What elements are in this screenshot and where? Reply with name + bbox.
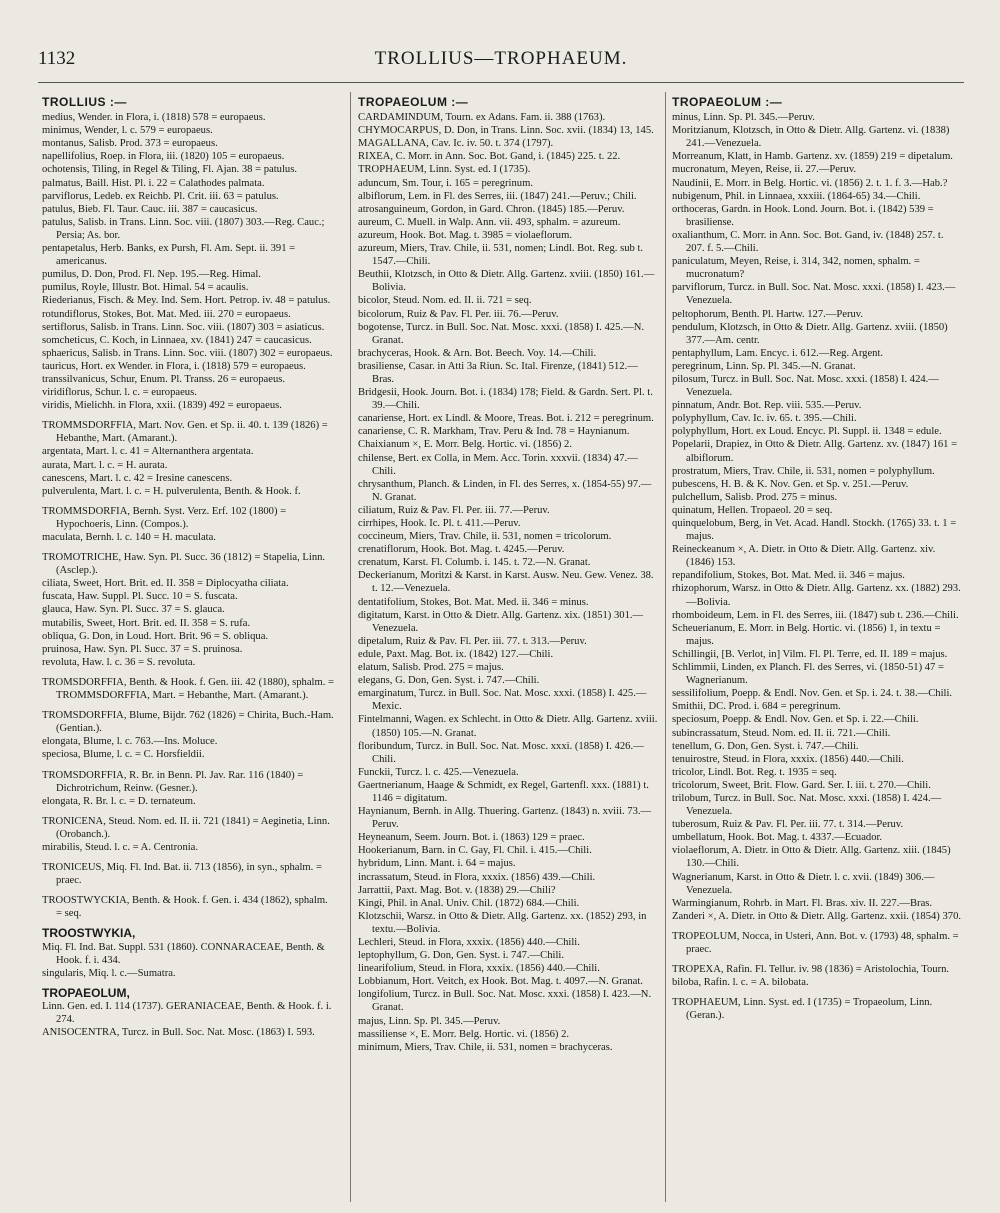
entry-line: canariense, C. R. Markham, Trav. Peru & Ind. 78 = Haynianum.	[358, 426, 630, 438]
entry-line: orthoceras, Gardn. in Hook. Lond. Journ. Bot. i. (1842) 539 = brasiliense.	[672, 203, 934, 228]
entry-line: pumilus, D. Don, Prod. Fl. Nep. 195.—Reg. Himal.	[42, 269, 261, 281]
entry-line: Kingi, Phil. in Anal. Univ. Chil. (1872) 684.—Chili.	[358, 897, 580, 909]
entry-block	[42, 551, 334, 669]
genus-heading: TROOSTWYKIA,	[42, 926, 136, 941]
entry-line: linearifolium, Steud. in Flora, xxxix. (1856) 440.—Chili.	[358, 963, 600, 975]
entry-line: Heyneanum, Seem. Journ. Bot. i. (1863) 129 = praec.	[358, 832, 585, 844]
entry-line: parviflorus, Ledeb. ex Reichb. Pl. Crit. iii. 63 = patulus.	[42, 190, 279, 202]
entry-line: tenellum, G. Don, Gen. Syst. i. 747.—Chili.	[672, 740, 859, 752]
entry-line: nubigenum, Phil. in Linnaea, xxxiii. (1864-65) 34.—Chili.	[672, 190, 921, 202]
column-3	[672, 92, 964, 1202]
entry-line: pubescens, H. B. & K. Nov. Gen. et Sp. v. 251.—Peruv.	[672, 478, 909, 490]
entry-block	[42, 815, 334, 854]
entry-block	[42, 709, 334, 761]
entry-line: pulchellum, Salisb. Prod. 275 = minus.	[672, 491, 838, 503]
entry-line: albiflorum, Lem. in Fl. des Serres, iii. (1847) 241.—Peruv.; Chili.	[358, 190, 637, 202]
entry-line: CARDAMINDUM, Tourn. ex Adans. Fam. ii. 388 (1763).	[358, 112, 606, 124]
column-divider	[665, 92, 666, 1202]
entry-block	[42, 987, 334, 1039]
entry-line: tricolorum, Sweet, Brit. Flow. Gard. Ser. I. iii. t. 270.—Chili.	[672, 779, 931, 791]
entry-line: polyphyllum, Cav. Ic. iv. 65. t. 395.—Chili.	[672, 413, 857, 425]
entry-line: Deckerianum, Moritzi & Karst. in Karst. Ausw. Neu. Gew. Venez. 38. t. 12.—Venezuela.	[358, 570, 654, 595]
entry-block	[672, 996, 964, 1022]
entry-line: brachyceras, Hook. & Arn. Bot. Beech. Voy. 14.—Chili.	[358, 347, 597, 359]
entry-line: Zanderi ×, A. Dietr. in Otto & Dietr. Allg. Gartenz. xxii. (1854) 370.	[672, 910, 962, 922]
entry-line: minus, Linn. Sp. Pl. 345.—Peruv.	[672, 112, 815, 124]
entry-line: Schlimmii, Linden, ex Planch. Fl. des Serres, vi. (1850-51) 47 = Wagnerianum.	[672, 662, 944, 687]
genus-heading: TROLLIUS :—	[42, 95, 127, 109]
page-header	[38, 46, 964, 83]
entry-line: TROPEXA, Rafin. Fl. Tellur. iv. 98 (1836) = Aristolochia, Tourn.	[672, 964, 950, 976]
entry-line: TRONICEUS, Miq. Fl. Ind. Bat. ii. 713 (1856), in syn., sphalm. = praec.	[42, 862, 322, 887]
entry-line: Warmingianum, Rohrb. in Mart. Fl. Bras. xiv. II. 227.—Bras.	[672, 897, 933, 909]
entry-line: cirrhipes, Hook. Ic. Pl. t. 411.—Peruv.	[358, 518, 521, 529]
entry-line: elongata, Blume, l. c. 763.—Ins. Moluce.	[42, 736, 218, 748]
entry-line: leptophyllum, G. Don, Gen. Syst. i. 747.—Chili.	[358, 950, 564, 962]
entry-block	[42, 894, 334, 920]
entry-line: Reineckeanum ×, A. Dietr. in Otto & Dietr. Allg. Gartenz. xiv. (1846) 153.	[672, 544, 936, 569]
entry-line: coccineum, Miers, Trav. Chile, ii. 531, nomen = tricolorum.	[358, 531, 612, 543]
entry-line: mirabilis, Steud. l. c. = A. Centronia.	[42, 841, 199, 853]
entry-line: Haynianum, Bernh. in Allg. Thuering. Gartenz. (1843) n. xviii. 73.—Peruv.	[358, 806, 652, 831]
entry-line: Gaertnerianum, Haage & Schmidt, ex Regel, Gartenfl. xxx. (1881) t. 1146 = digitatum.	[358, 779, 649, 804]
entry-line: crenatum, Karst. Fl. Columb. i. 145. t. 72.—N. Granat.	[358, 557, 591, 569]
entry-line: pruinosa, Haw. Syn. Pl. Succ. 37 = S. pruinosa.	[42, 643, 243, 655]
entry-line: RIXEA, C. Morr. in Ann. Soc. Bot. Gand, i. (1845) 225. t. 22.	[358, 151, 621, 163]
entry-line: chrysanthum, Planch. & Linden, in Fl. des Serres, x. (1854-55) 97.—N. Granat.	[358, 478, 652, 503]
entry-line: canariense, Hort. ex Lindl. & Moore, Treas. Bot. i. 212 = peregrinum.	[358, 413, 654, 425]
entry-line: rhomboideum, Lem. in Fl. des Serres, iii. (1847) sub t. 236.—Chili.	[672, 609, 959, 621]
entry-line: trilobum, Turcz. in Bull. Soc. Nat. Mosc. xxxi. (1858) I. 424.—Venezuela.	[672, 792, 942, 818]
entry-line: fuscata, Haw. Suppl. Pl. Succ. 10 = S. fuscata.	[42, 591, 238, 603]
entry-line: oxalianthum, C. Morr. in Ann. Soc. Bot. Gand, iv. (1848) 257. t. 207. f. 5.—Chili.	[672, 229, 944, 255]
entry-line: quinquelobum, Berg, in Vet. Acad. Handl. Stockh. (1765) 33. t. 1 = majus.	[672, 518, 957, 543]
entry-line: Bridgesii, Hook. Journ. Bot. i. (1834) 178; Field. & Gardn. Sert. Pl. t. 39.—Chili.	[358, 387, 653, 412]
column-divider	[350, 92, 351, 1202]
entry-line: edule, Paxt. Mag. Bot. ix. (1842) 127.—Chili.	[358, 648, 554, 660]
genus-section	[358, 96, 658, 1054]
entry-line: TRONICENA, Steud. Nom. ed. II. ii. 721 (1841) = Aeginetia, Linn. (Orobanch.).	[42, 815, 330, 840]
entry-line: pulverulenta, Mart. l. c. = H. pulverulenta, Benth. & Hook. f.	[42, 485, 301, 497]
entry-line: Chaixianum ×, E. Morr. Belg. Hortic. vi. (1856) 2.	[358, 439, 572, 451]
entry-line: Popelarii, Drapiez, in Otto & Dietr. Allg. Gartenz. xv. (1847) 161 = albiflorum.	[672, 439, 958, 464]
entry-line: violaeflorum, A. Dietr. in Otto & Dietr. Allg. Gartenz. xiii. (1845) 130.—Chili.	[672, 845, 951, 870]
entry-line: bicolorum, Ruiz & Pav. Fl. Per. iii. 76.—Peruv.	[358, 308, 559, 320]
entry-line: dipetalum, Ruiz & Pav. Fl. Per. iii. 77. t. 313.—Peruv.	[358, 635, 587, 647]
entry-line: ochotensis, Tiling, in Regel & Tiling, Fl. Ajan. 38 = patulus.	[42, 164, 297, 176]
entry-line: umbellatum, Hook. Bot. Mag. t. 4337.—Ecuador.	[672, 832, 883, 844]
entry-line: Miq. Fl. Ind. Bat. Suppl. 531 (1860). CONNARACEAE, Benth. & Hook. f. i. 434.	[42, 941, 325, 966]
entry-line: argentata, Mart. l. c. 41 = Alternanthera argentata.	[42, 446, 254, 458]
entry-line: Smithii, DC. Prod. i. 684 = peregrinum.	[672, 701, 841, 713]
entry-line: biloba, Rafin. l. c. = A. bilobata.	[672, 977, 809, 989]
entry-line: elegans, G. Don, Gen. Syst. i. 747.—Chili.	[358, 675, 540, 687]
entry-line: azureum, Hook. Bot. Mag. t. 3985 = violaeflorum.	[358, 229, 572, 241]
entry-line: elatum, Salisb. Prod. 275 = majus.	[358, 662, 504, 674]
entry-line: TROMSDORFFIA, Benth. & Hook. f. Gen. iii. 42 (1880), sphalm. = TROMMSDORFFIA, Mart. = Hebanthe, Mart. (Amarant.).	[42, 676, 334, 702]
entry-line: sertiflorus, Salisb. in Trans. Linn. Soc. viii. (1807) 303 = asiaticus.	[42, 321, 325, 333]
entry-line: TROMMSDORFFIA, Mart. Nov. Gen. et Sp. ii. 40. t. 139 (1826) = Hebanthe, Mart. (Amarant.).	[42, 420, 328, 445]
entry-block	[42, 419, 334, 498]
entry-line: Riederianus, Fisch. & Mey. Ind. Sem. Hort. Petrop. iv. 48 = patulus.	[42, 295, 331, 307]
entry-line: Lobbianum, Hort. Veitch, ex Hook. Bot. Mag. t. 4097.—N. Granat.	[358, 976, 643, 988]
entry-line: prostratum, Miers, Trav. Chile, ii. 531, nomen = polyphyllum.	[672, 465, 935, 477]
column-2	[358, 92, 658, 1202]
genus-heading: TROPAEOLUM :—	[672, 95, 783, 109]
entry-line: brasiliense, Casar. in Atti 3a Riun. Sc. Ital. Firenze, (1841) 512.—Bras.	[358, 360, 638, 385]
entry-line: somcheticus, C. Koch, in Linnaea, xv. (1841) 247 = caucasicus.	[42, 334, 312, 346]
entry-line: singularis, Miq. l. c.—Sumatra.	[42, 967, 176, 979]
entry-line: pentapetalus, Herb. Banks, ex Pursh, Fl. Am. Sept. ii. 391 = americanus.	[42, 243, 296, 268]
entry-block	[672, 963, 964, 989]
entry-line: bicolor, Steud. Nom. ed. II. ii. 721 = seq.	[358, 295, 532, 307]
entry-line: ciliata, Sweet, Hort. Brit. ed. II. 358 = Diplocyatha ciliata.	[42, 578, 289, 590]
entry-line: canescens, Mart. l. c. 42 = Iresine canescens.	[42, 472, 233, 484]
genus-heading: TROPAEOLUM :—	[358, 95, 469, 109]
entry-line: emarginatum, Turcz. in Bull. Soc. Nat. Mosc. xxxi. (1858) I. 425.—Mexic.	[358, 688, 647, 713]
entry-line: TROMOTRICHE, Haw. Syn. Pl. Succ. 36 (1812) = Stapelia, Linn. (Asclep.).	[42, 552, 326, 577]
entry-line: viridiflorus, Schur. l. c. = europaeus.	[42, 387, 197, 399]
entry-line: polyphyllum, Hort. ex Loud. Encyc. Pl. Suppl. ii. 1348 = edule.	[672, 426, 942, 438]
entry-line: tuberosum, Ruiz & Pav. Fl. Per. iii. 77. t. 314.—Peruv.	[672, 819, 904, 831]
entry-line: tricolor, Lindl. Bot. Reg. t. 1935 = seq.	[672, 766, 837, 778]
entry-line: TROPHAEUM, Linn. Syst. ed. I (1735) = Tropaeolum, Linn. (Geran.).	[672, 997, 933, 1022]
entry-line: glauca, Haw. Syn. Pl. Succ. 37 = S. glauca.	[42, 604, 225, 616]
column-1	[42, 92, 334, 1202]
entry-line: atrosanguineum, Gordon, in Gard. Chron. (1845) 185.—Peruv.	[358, 203, 625, 215]
entry-line: tauricus, Hort. ex Wender. in Flora, i. (1818) 579 = europaeus.	[42, 360, 306, 372]
entry-line: pumilus, Royle, Illustr. Bot. Himal. 54 = acaulis.	[42, 282, 249, 294]
entry-line: mutabilis, Sweet, Hort. Brit. ed. II. 358 = S. rufa.	[42, 617, 251, 629]
entry-line: repandifolium, Stokes, Bot. Mat. Med. ii. 346 = majus.	[672, 570, 905, 582]
entry-line: majus, Linn. Sp. Pl. 345.—Peruv.	[358, 1015, 501, 1027]
entry-line: TROOSTWYCKIA, Benth. & Hook. f. Gen. i. 434 (1862), sphalm. = seq.	[42, 895, 328, 920]
entry-line: pendulum, Klotzsch, in Otto & Dietr. Allg. Gartenz. xviii. (1850) 377.—Am. centr.	[672, 321, 948, 346]
entry-line: aureum, C. Muell. in Walp. Ann. vii. 493, sphalm. = azureum.	[358, 216, 621, 228]
entry-line: patulus, Bieb. Fl. Taur. Cauc. iii. 387 = caucasicus.	[42, 203, 258, 215]
entry-line: Fintelmanni, Wagen. ex Schlecht. in Otto & Dietr. Allg. Gartenz. xviii. (1850) 105.—N. Granat.	[358, 714, 658, 739]
entry-line: Morreanum, Klatt, in Hamb. Gartenz. xv. (1859) 219 = dipetalum.	[672, 151, 953, 163]
entry-line: sphaericus, Salisb. in Trans. Linn. Soc. viii. (1807) 302 = europaeus.	[42, 347, 333, 359]
entry-line: mucronatum, Meyen, Reise, ii. 27.—Peruv.	[672, 164, 857, 176]
entry-line: pinnatum, Andr. Bot. Rep. viii. 535.—Peruv.	[672, 400, 862, 412]
entry-line: Wagnerianum, Karst. in Otto & Dietr. l. c. xvii. (1849) 306.—Venezuela.	[672, 871, 935, 896]
genus-heading: TROPAEOLUM,	[42, 985, 130, 1000]
entry-line: CHYMOCARPUS, D. Don, in Trans. Linn. Soc. xvii. (1834) 13, 145.	[358, 125, 654, 137]
entry-line: rhizophorum, Warsz. in Otto & Dietr. Allg. Gartenz. xx. (1882) 293.—Bolivia.	[672, 583, 961, 608]
entry-line: TROMSDORFFIA, Blume, Bijdr. 762 (1826) = Chirita, Buch.-Ham. (Gentian.).	[42, 710, 334, 735]
entry-line: Scheuerianum, E. Morr. in Belg. Hortic. vi. (1856) 1, in textu = majus.	[672, 622, 941, 647]
entry-line: medius, Wender. in Flora, i. (1818) 578 = europaeus.	[42, 112, 266, 124]
entry-line: Hookerianum, Barn. in C. Gay, Fl. Chil. i. 415.—Chili.	[358, 845, 592, 857]
genus-section	[672, 96, 964, 923]
entry-line: parviflorum, Turcz. in Bull. Soc. Nat. Mosc. xxxi. (1858) I. 423.—Venezuela.	[672, 282, 956, 307]
entry-line: aduncum, Sm. Tour, i. 165 = peregrinum.	[358, 177, 533, 189]
entry-line: Jarrattii, Paxt. Mag. Bot. v. (1838) 29.—Chili?	[358, 884, 556, 896]
entry-line: MAGALLANA, Cav. Ic. iv. 50. t. 374 (1797).	[358, 138, 554, 150]
entry-line: pentaphyllum, Lam. Encyc. i. 612.—Reg. Argent.	[672, 347, 884, 359]
entry-line: sessilifolium, Poepp. & Endl. Nov. Gen. et Sp. i. 24. t. 38.—Chili.	[672, 688, 953, 700]
entry-line: minimum, Miers, Trav. Chile, ii. 531, nomen = brachyceras.	[358, 1041, 613, 1053]
running-title: TROLLIUS—TROPHAEUM.	[374, 48, 628, 69]
page-number: 1132	[38, 48, 76, 69]
entry-line: TROMSDORFFIA, R. Br. in Benn. Pl. Jav. Rar. 116 (1840) = Dichrotrichum, Reinw. (Gesner.).	[42, 769, 304, 794]
entry-block	[42, 769, 334, 808]
entry-line: viridis, Mielichh. in Flora, xxii. (1839) 492 = europaeus.	[42, 400, 282, 412]
entry-line: obliqua, G. Don, in Loud. Hort. Brit. 96 = S. obliqua.	[42, 630, 269, 642]
entry-block	[672, 930, 964, 956]
entry-line: Linn. Gen. ed. I. 114 (1737). GERANIACEAE, Benth. & Hook. f. i. 274.	[42, 1000, 332, 1025]
entry-line: maculata, Bernh. l. c. 140 = H. maculata.	[42, 532, 216, 543]
entry-line: floribundum, Turcz. in Bull. Soc. Nat. Mosc. xxxi. (1858) I. 426.—Chili.	[358, 740, 644, 765]
entry-line: ANISOCENTRA, Turcz. in Bull. Soc. Nat. Mosc. (1863) I. 593.	[42, 1027, 315, 1039]
entry-line: Schillingii, [B. Verlot, in] Vilm. Fl. Pl. Terre, ed. II. 189 = majus.	[672, 648, 948, 660]
entry-line: peregrinum, Linn. Sp. Pl. 345.—N. Granat.	[672, 360, 856, 372]
entry-line: Lechleri, Steud. in Flora, xxxix. (1856) 440.—Chili.	[358, 937, 580, 948]
entry-line: Klotzschii, Warsz. in Otto & Dietr. Allg. Gartenz. xx. (1852) 293, in textu.—Bolivia.	[358, 910, 647, 935]
genus-section	[42, 96, 334, 412]
entry-line: napellifolius, Roep. in Flora, iii. (1820) 105 = europaeus.	[42, 151, 285, 163]
entry-line: Naudinii, E. Morr. in Belg. Hortic. vi. (1856) 2. t. 1. f. 3.—Hab.?	[672, 177, 948, 189]
entry-line: transsilvanicus, Schur, Enum. Pl. Transs. 26 = europaeus.	[42, 373, 286, 385]
entry-line: hybridum, Linn. Mant. i. 64 = majus.	[358, 858, 516, 870]
entry-line: palmatus, Baill. Hist. Pl. i. 22 = Calathodes palmata.	[42, 177, 265, 189]
entry-line: rotundiflorus, Stokes, Bot. Mat. Med. iii. 270 = europaeus.	[42, 308, 291, 320]
entry-line: ciliatum, Ruiz & Pav. Fl. Per. iii. 77.—Peruv.	[358, 504, 550, 516]
entry-line: Moritzianum, Klotzsch, in Otto & Dietr. Allg. Gartenz. vi. (1838) 241.—Venezuela.	[672, 125, 950, 150]
entry-line: Funckii, Turcz. l. c. 425.—Venezuela.	[358, 766, 519, 778]
entry-line: tenuirostre, Steud. in Flora, xxxix. (1856) 440.—Chili.	[672, 753, 904, 765]
entry-line: TROPHAEUM, Linn. Syst. ed. I (1735).	[358, 164, 531, 176]
entry-line: elongata, R. Br. l. c. = D. ternateum.	[42, 795, 196, 807]
entry-block	[42, 676, 334, 702]
entry-line: minimus, Wender, l. c. 579 = europaeus.	[42, 125, 213, 137]
entry-line: digitatum, Karst. in Otto & Dietr. Allg. Gartenz. xix. (1851) 301.—Venezuela.	[358, 609, 644, 634]
entry-block	[42, 505, 334, 544]
entry-line: montanus, Salisb. Prod. 373 = europaeus.	[42, 138, 218, 150]
entry-line: longifolium, Turcz. in Bull. Soc. Nat. Mosc. xxxi. (1858) I. 423.—N. Granat.	[358, 989, 652, 1014]
entry-block	[42, 927, 334, 979]
entry-line: subincrassatum, Steud. Nom. ed. II. ii. 721.—Chili.	[672, 727, 891, 739]
entry-line: azureum, Miers, Trav. Chile, ii. 531, nomen; Lindl. Bot. Reg. sub t. 1547.—Chili.	[358, 243, 644, 268]
entry-line: TROPEOLUM, Nocca, in Usteri, Ann. Bot. v. (1793) 48, sphalm. = praec.	[672, 930, 959, 955]
entry-line: patulus, Salisb. in Trans. Linn. Soc. viii. (1807) 303.—Reg. Cauc.; Persia; As. bor.	[42, 216, 325, 241]
entry-line: pilosum, Turcz. in Bull. Soc. Nat. Mosc. xxxi. (1858) I. 424.—Venezuela.	[672, 373, 939, 399]
entry-line: TROMMSDORFIA, Bernh. Syst. Verz. Erf. 102 (1800) = Hypochoeris, Linn. (Compos.).	[42, 505, 287, 530]
entry-block	[42, 861, 334, 887]
entry-line: peltophorum, Benth. Pl. Hartw. 127.—Peruv.	[672, 308, 864, 320]
entry-line: bogotense, Turcz. in Bull. Soc. Nat. Mosc. xxxi. (1858) I. 425.—N. Granat.	[358, 321, 645, 346]
entry-line: speciosa, Blume, l. c. = C. Horsfieldii.	[42, 749, 205, 761]
entry-line: revoluta, Haw. l. c. 36 = S. revoluta.	[42, 656, 196, 668]
entry-line: chilense, Bert. ex Colla, in Mem. Acc. Torin. xxxvii. (1834) 47.—Chili.	[358, 452, 638, 477]
entry-line: speciosum, Poepp. & Endl. Nov. Gen. et Sp. i. 22.—Chili.	[672, 714, 919, 726]
entry-line: incrassatum, Steud. in Flora, xxxix. (1856) 439.—Chili.	[358, 871, 596, 883]
entry-line: aurata, Mart. l. c. = H. aurata.	[42, 459, 168, 471]
entry-line: paniculatum, Meyen, Reise, i. 314, 342, nomen, sphalm. = mucronatum?	[672, 256, 920, 281]
entry-line: massiliense ×, E. Morr. Belg. Hortic. vi. (1856) 2.	[358, 1028, 570, 1040]
entry-line: crenatiflorum, Hook. Bot. Mag. t. 4245.—Peruv.	[358, 544, 565, 556]
entry-line: Beuthii, Klotzsch, in Otto & Dietr. Allg. Gartenz. xviii. (1850) 161.—Bolivia.	[358, 269, 655, 294]
entry-line: quinatum, Hellen. Tropaeol. 20 = seq.	[672, 504, 833, 516]
entry-line: dentatifolium, Stokes, Bot. Mat. Med. ii. 346 = minus.	[358, 596, 589, 608]
